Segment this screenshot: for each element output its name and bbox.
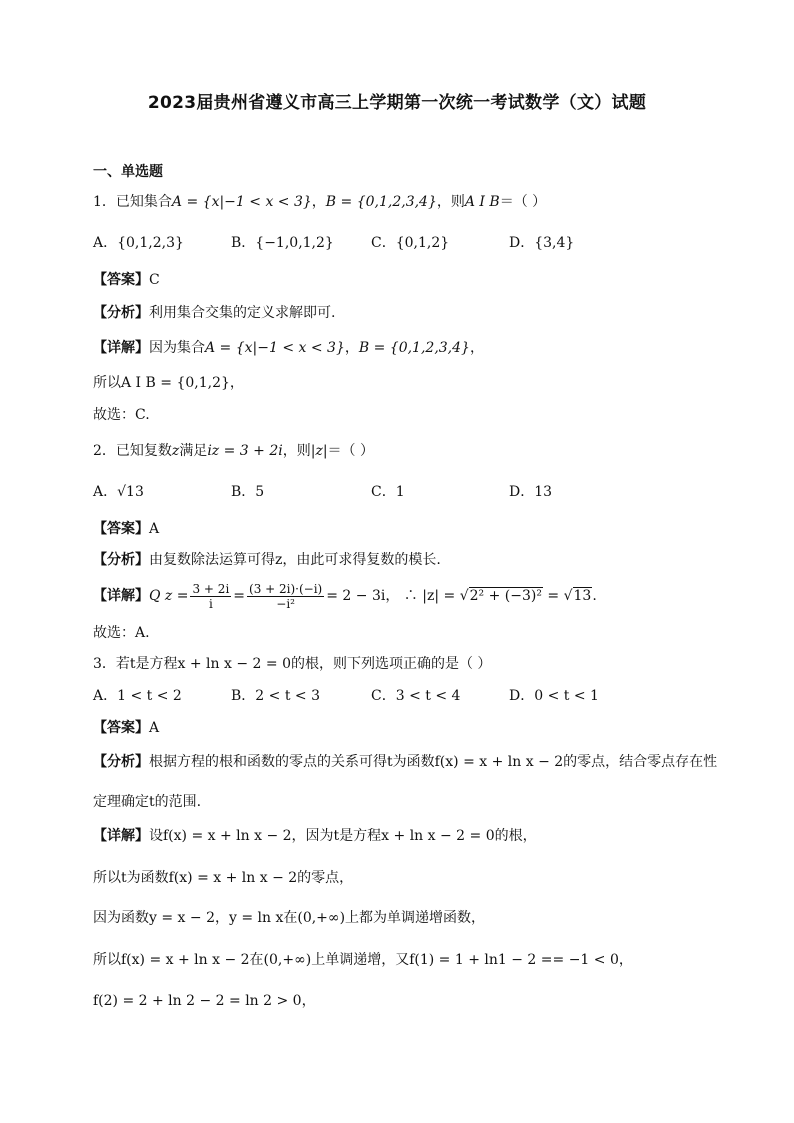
q2-frac1-den: i [208, 596, 213, 611]
q3-answer [93, 718, 159, 738]
q1-option-c: C．{0,1,2} [371, 235, 450, 251]
answer-label: 【答案】 [93, 521, 149, 537]
q1-stem-end: ＝（ ） [499, 194, 547, 210]
q3-detail-line2: 所以t为函数f(x) = x + ln x − 2的零点， [93, 870, 354, 886]
q2-detail-start: Q z = [149, 588, 189, 604]
section-heading: 一、单选题 [93, 164, 163, 180]
q2-analysis-text: 由复数除法运算可得z，由此可求得复数的模长. [149, 552, 441, 568]
q2-analysis [93, 550, 441, 570]
analysis-label: 【分析】 [93, 754, 149, 770]
q2-eq2: = 2 − 3i [326, 588, 386, 604]
q2-detail: 【详解】Q z = $\frac{3 + 2i}{i}$ = $\frac{(3 + 2i)\cdot(-i)}{\text{−i²}}$ = 2 − 3i， ∴ |z| = √2² + (−3)² = √13. [93, 581, 597, 611]
q2-therefore: ， ∴ |z| = [385, 588, 456, 604]
q2-eq3: = [547, 588, 560, 604]
answer-label: 【答案】 [93, 720, 149, 736]
q2-option-d: D．13 [509, 484, 553, 500]
q3-option-a: A．1 < t < 2 [93, 688, 182, 704]
q2-answer [93, 519, 159, 539]
q1-detail-line2: 所以A I B = {0,1,2}， [93, 375, 244, 391]
q1-stem-prefix: 1．已知集合 [93, 194, 172, 210]
q2-eq1: = [233, 588, 246, 604]
q3-stem: 3．若t是方程x + ln x − 2 = 0的根，则下列选项正确的是（ ） [93, 656, 492, 672]
q1-detail [93, 338, 484, 358]
q2-option-b: B．5 [231, 484, 265, 500]
q3-answer-value: A [149, 720, 160, 736]
q2-sqrt-body: 2² + (−3)² [469, 588, 542, 604]
q2-fraction-1 [190, 582, 231, 611]
detail-label: 【详解】 [93, 340, 149, 356]
q1-stem-sep: ， [311, 194, 326, 210]
q1-answer-value: C [149, 272, 160, 288]
analysis-label: 【分析】 [93, 552, 149, 568]
q3-analysis-line2: 定理确定t的范围. [93, 794, 202, 810]
q2-equation: iz = 3 + 2i [207, 443, 283, 459]
q1-stem [93, 192, 546, 212]
detail-label: 【详解】 [93, 828, 149, 844]
q2-frac2-den: −i² [276, 596, 295, 611]
page-title: 2023届贵州省遵义市高三上学期第一次统一考试数学（文）试题 [147, 93, 647, 113]
q3-analysis-text: 根据方程的根和函数的零点的关系可得t为函数f(x) = x + ln x − 2的零点，结合零点存在性 [149, 754, 718, 770]
q1-detail-sep: ， [344, 340, 359, 356]
analysis-label: 【分析】 [93, 305, 149, 321]
q1-analysis-text: 利用集合交集的定义求解即可. [149, 305, 336, 321]
q1-analysis [93, 303, 335, 323]
q3-detail-line5: f(2) = 2 + ln 2 − 2 = ln 2 > 0， [93, 993, 316, 1009]
q1-conclusion: 故选：C. [93, 407, 150, 423]
q1-detail-set-a: A = {x|−1 < x < 3} [205, 340, 345, 356]
q1-option-d: D．{3,4} [509, 235, 575, 251]
q1-detail-end: ， [469, 340, 484, 356]
q2-z: z [171, 443, 180, 459]
q1-detail-prefix: 因为集合 [149, 340, 205, 356]
q2-stem [93, 441, 374, 461]
q3-detail-line4: 所以f(x) = x + ln x − 2在(0,+∞)上单调递增，又f(1) = 1 + ln1 − 2 == −1 < 0， [93, 952, 633, 968]
q2-detail-end: . [592, 588, 597, 604]
q2-stem-end: ＝（ ） [327, 443, 374, 459]
q2-option-a: A．√13 [93, 484, 144, 500]
q3-detail-text: 设f(x) = x + ln x − 2，因为t是方程x + ln x − 2 = 0的根， [149, 828, 537, 844]
q1-set-a: A = {x|−1 < x < 3} [171, 194, 312, 210]
answer-label: 【答案】 [93, 272, 149, 288]
q1-detail-set-b: B = {0,1,2,3,4} [358, 340, 470, 356]
q2-stem-mid: 满足 [179, 443, 208, 459]
q2-answer-value: A [149, 521, 160, 537]
q1-expr: A I B [464, 194, 500, 210]
q3-option-c: C．3 < t < 4 [371, 688, 461, 704]
detail-label: 【详解】 [93, 588, 149, 604]
q1-option-b: B．{−1,0,1,2} [231, 235, 334, 251]
q2-stem-prefix: 2．已知复数 [93, 443, 172, 459]
q2-fraction-2 [247, 582, 324, 611]
q3-detail-line3: 因为函数y = x − 2，y = ln x在(0,+∞)上都为单调递增函数， [93, 910, 486, 926]
q1-stem-mid: ，则 [436, 194, 465, 210]
q3-option-d: D．0 < t < 1 [509, 688, 599, 704]
q2-abs: |z| [310, 443, 328, 459]
q3-detail [93, 826, 537, 846]
q2-conclusion: 故选：A. [93, 625, 150, 641]
q2-option-c: C．1 [371, 484, 405, 500]
q1-option-a: A．{0,1,2,3} [93, 235, 184, 251]
q3-analysis [93, 752, 717, 772]
q1-answer [93, 270, 160, 290]
q2-frac2-num: (3 + 2i)·(−i) [249, 581, 323, 596]
q1-set-b: B = {0,1,2,3,4} [325, 194, 437, 210]
q2-stem-mid2: ，则 [282, 443, 311, 459]
q2-frac1-num: 3 + 2i [192, 581, 230, 596]
q3-option-b: B．2 < t < 3 [231, 688, 320, 704]
q2-sqrt13: 13 [573, 588, 592, 604]
